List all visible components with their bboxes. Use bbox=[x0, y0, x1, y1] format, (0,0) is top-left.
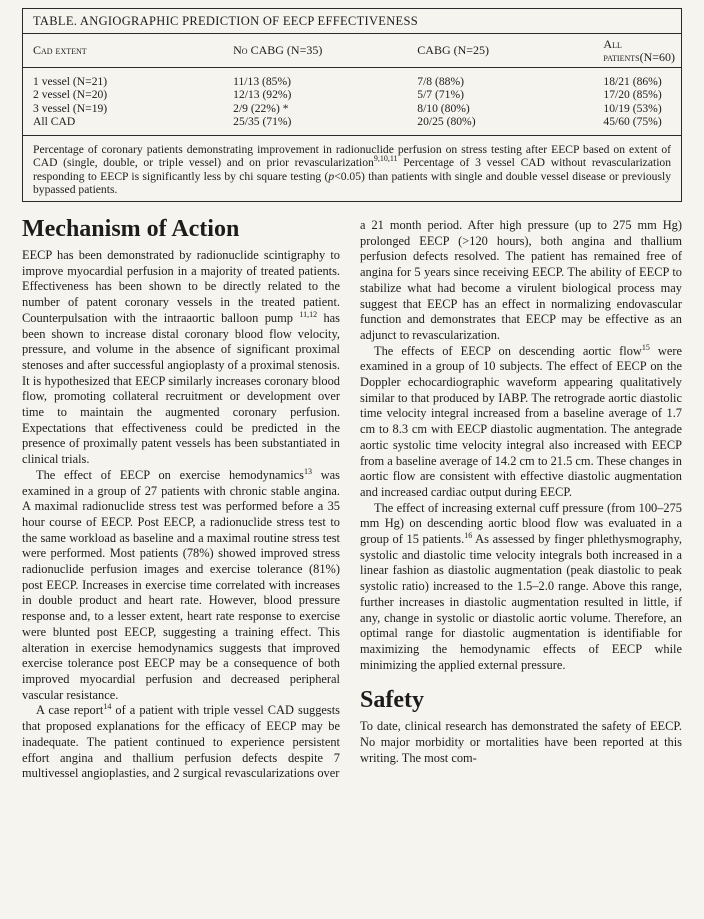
col-header-cabg: CABG (N=25) bbox=[407, 34, 593, 68]
footnote-text: Percentage of coronary patients demonstrating improvement in radionuclide perfusion on stress testing after EECP based on extent of CAD (single, double, or triple vessel) and on prior revascularization bbox=[33, 142, 671, 170]
paragraph-text: has been shown to increase distal coronary blood flow velocity, pressure, and volume in the absence of significant proximal stenoses and after successful angioplasty of a proximal stenosis. It is hypothesized that EECP similarly increases coronary blood flow, promoting collateral recruitment or development over time to maintain the augmented coronary perfusion. Expectations that effectiveness could be predicted in the presence of proximally patent vessels has been substantiated in clinical trials. bbox=[22, 310, 341, 467]
paragraph-text: was examined in a group of 27 patients with chronic stable angina. A maximal radionuclide stress test was performed before a 35 hour course of EECP. Post EECP, a radionuclide stress test to the same workload as baseline and a maximal routine stress test were performed. Most patients (78%) showed improved stress radionuclide perfusion images and exercise tolerance (81%) post EECP. Increases in exercise time correlated with increases in double product and heart rate. However, blood pressure response and, to a lesser extent, heart rate response to exercise were blunted post EECP, suggesting a training effect. This alteration in exercise hemodynamics suggests that improved exercise tolerance post EECP may be a consequence of both improved myocardial perfusion and decreased peripheral vascular resistance. bbox=[22, 467, 341, 702]
table-cell: 7/8 (88%) bbox=[417, 74, 464, 88]
right-column bbox=[360, 218, 682, 767]
citation-superscript: 11,12 bbox=[299, 309, 318, 319]
left-column bbox=[22, 214, 340, 782]
table-cell: All CAD bbox=[23, 115, 223, 135]
table-cell: 2 vessel (N=20) bbox=[33, 88, 108, 101]
eecp-table bbox=[22, 8, 682, 202]
citation-superscript: 14 bbox=[103, 702, 112, 712]
table-cell: 2/9 (22%) * bbox=[233, 101, 289, 115]
table-row bbox=[23, 115, 681, 135]
table-row bbox=[23, 67, 681, 88]
p-value-symbol: p bbox=[328, 169, 335, 183]
table-cell: 25/35 (71%) bbox=[223, 115, 407, 135]
footnote-text: Percentage of 3 vessel CAD without revascularization responding to EECP is significantly less by chi square testing ( bbox=[33, 156, 672, 183]
table-row bbox=[23, 88, 681, 102]
citation-superscript: 15 bbox=[641, 342, 650, 352]
paragraph-text: A case report bbox=[36, 703, 104, 718]
table-cell: 10/19 (53%) bbox=[603, 101, 662, 115]
citation-superscript: 9,10,11 bbox=[373, 154, 398, 164]
table-footnote bbox=[23, 136, 681, 197]
paragraph: To date, clinical research has demonstrated the safety of EECP. No major morbidity or mortalities have been reported at this writing. The most com- bbox=[360, 719, 682, 765]
paragraph-text: The effect of EECP on exercise hemodynamics bbox=[36, 467, 304, 482]
paragraph bbox=[22, 248, 340, 468]
paragraph bbox=[360, 344, 682, 501]
table-cell: 1 vessel (N=21) bbox=[33, 74, 108, 88]
paragraph: a 21 month period. After high pressure (up to 275 mm Hg) prolonged EECP (>120 hours), both angina and thallium perfusion defects resolved. The patient has remained free of angina for 5 years since receiving EECP. The ability of EECP to stabilize what had become a virulent biological process may suggest that EECP has an effect in normalizing endovascular function and demonstrates that EECP may be effective as an adjunct to revascularization. bbox=[360, 218, 682, 342]
paragraph bbox=[22, 703, 340, 782]
table-cell: 20/25 (80%) bbox=[407, 115, 593, 135]
col-header-cad-extent: Cad extent bbox=[23, 34, 223, 68]
data-table bbox=[23, 34, 681, 136]
section-heading-mechanism: Mechanism of Action bbox=[22, 216, 240, 242]
footnote-text: <0.05) than patients with single and double vessel disease or previously bypassed patients. bbox=[33, 169, 671, 197]
table-cell: 12/13 (92%) bbox=[233, 88, 292, 101]
table-cell: 45/60 (75%) bbox=[593, 115, 681, 135]
paragraph bbox=[360, 501, 682, 674]
table-cell: 3 vessel (N=19) bbox=[33, 101, 108, 115]
citation-superscript: 16 bbox=[464, 530, 473, 540]
paragraph-text: EECP has been demonstrated by radionuclide scintigraphy to improve myocardial perfusion in a majority of treated patients. Effectiveness has been shown to be directly related to the number of patent coronary vessels in the treated patient. Counterpulsation with the intraaortic balloon pump bbox=[22, 248, 340, 325]
table-cell: 18/21 (86%) bbox=[603, 74, 662, 88]
paragraph-text: As assessed by finger phlethysmography, systolic and diastolic time velocity integrals both increased in a linear fashion as diastolic augmentation (peak diastolic to peak systolic ratio) increased to the 1.5–2.0 range. Above this range, further increases in diastolic augmentation resulted in little, if any, change in systolic or diastolic aortic volume. Therefore, an optimal range for diastolic augmentation is identifiable for maximizing the hemodynamic effects of EECP while minimizing the applied external pressure. bbox=[360, 532, 682, 672]
table-cell: 8/10 (80%) bbox=[417, 101, 470, 115]
paragraph-text: of a patient with triple vessel CAD suggests that proposed explanations for the efficacy of EECP may be inadequate. The patient continued to experience persistent effort angina and thallium perfusion defects despite 7 multivessel angioplasties, and 2 surgical revascularizations over bbox=[22, 703, 340, 781]
paragraph-text: were examined in a group of 10 subjects. The effect of EECP on the Doppler echocardiographic waveform appearing qualitatively similar to that produced by IABP. The retrograde aortic diastolic time velocity integral increased from a baseline average of 1.7 cm to 8.3 cm with EECP diastolic augmentation. The antegrade aortic systolic time velocity integral also increased with EECP from a baseline average of 14.2 cm to 21.5 cm. These changes in aortic flow are consistent with effective diastolic augmentation and increased cardiac output during EECP. bbox=[360, 343, 682, 499]
col-header-all-patients: All patients(N=60) bbox=[593, 34, 681, 68]
paragraph-text: The effects of EECP on descending aortic flow bbox=[374, 343, 642, 358]
col-header-no-cabg: No CABG (N=35) bbox=[223, 34, 407, 68]
paragraph bbox=[22, 468, 340, 704]
paragraph-text: The effect of increasing external cuff pressure (from 100–275 mm Hg) on descending aortic blood flow was evaluated in a group of 15 patients. bbox=[360, 500, 682, 547]
table-cell: 17/20 (85%) bbox=[603, 88, 662, 101]
table-row bbox=[23, 102, 681, 116]
table-cell: 5/7 (71%) bbox=[417, 88, 464, 101]
section-heading-safety: Safety bbox=[360, 687, 424, 714]
table-title: TABLE. ANGIOGRAPHIC PREDICTION OF EECP EFFECTIVENESS bbox=[23, 9, 681, 34]
table-cell: 11/13 (85%) bbox=[233, 74, 291, 88]
table-header-row bbox=[23, 34, 681, 68]
citation-superscript: 13 bbox=[303, 466, 312, 476]
